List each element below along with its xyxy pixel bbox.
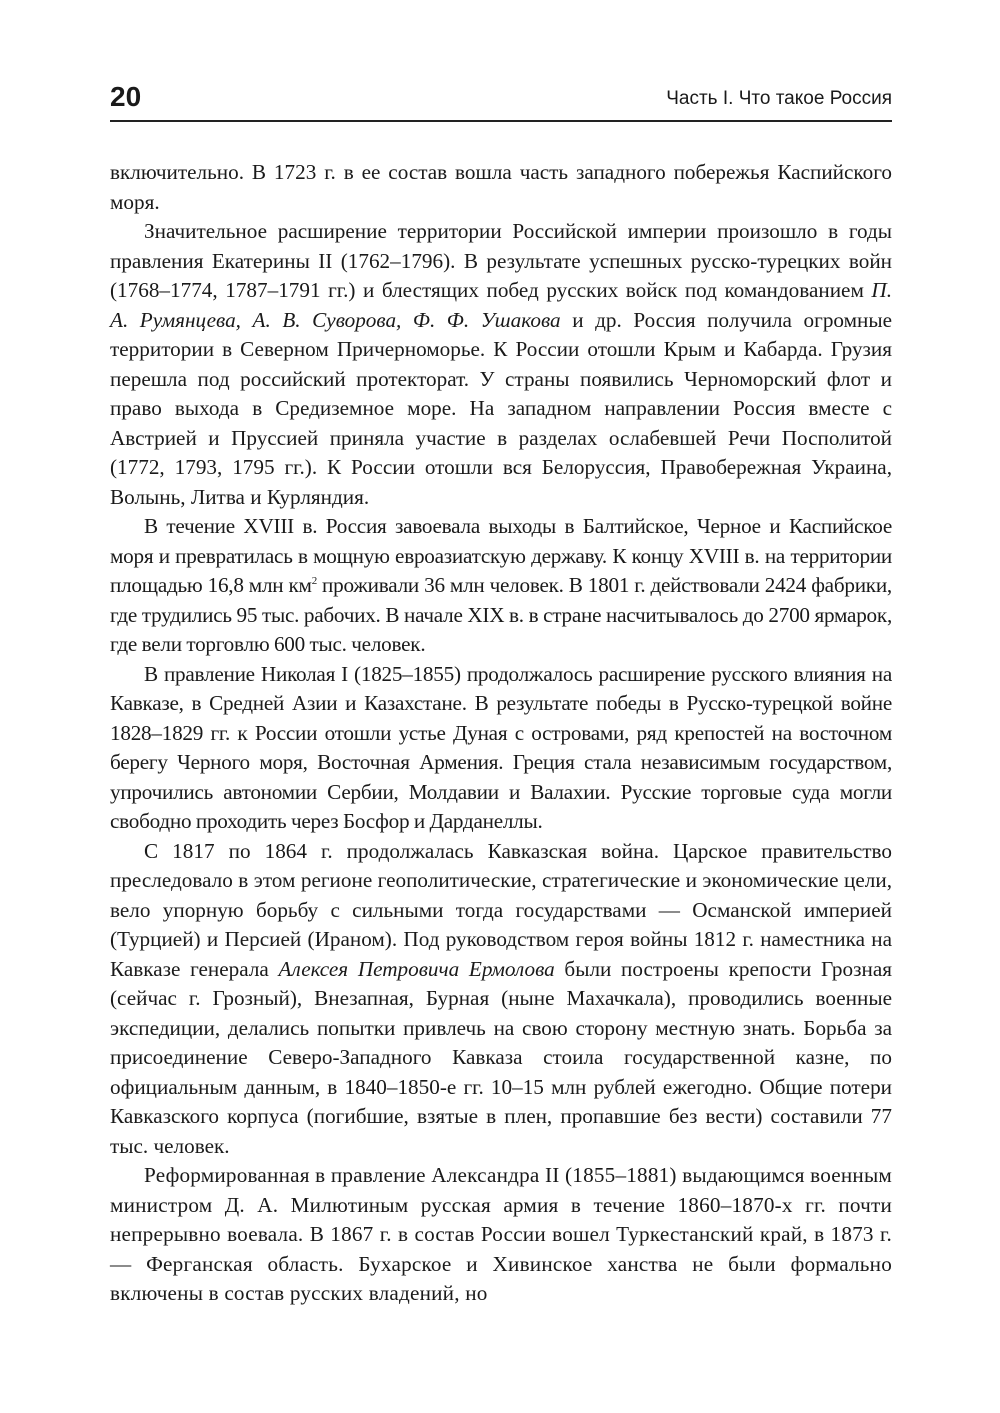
paragraph-6: Реформированная в правление Александра II (1855–1881) выдающимся военным министром Д. А. Милютиным русская армия в течение 1860–1870-х гг. почти непрерывно воевала. В 1867 г. в состав России вошел Туркестанский край, в 1873 г. — Ферганская область. Бухарское и Хивинское ханства не были формально включены в состав русских владений, но (110, 1163, 892, 1305)
paragraph-2 (110, 217, 892, 512)
ermolov-name: Алексея Петровича Ермолова (278, 956, 555, 981)
page-number: 20 (110, 81, 142, 112)
paragraph-1: включительно. В 1723 г. в ее состав вошла часть западного побережья Каспийского моря. (110, 160, 892, 214)
paragraph-4: В правление Николая I (1825–1855) продолжалось расширение русского влияния на Кавказе, в Средней Азии и Казахстане. В результате победы в Русско-турецкой войне 1828–1829 гг. к России отошли устье Дуная с островами, ряд крепостей на восточном берегу Черного моря, Восточная Армения. Греция стала независимым государством, упрочились автономии Сербии, Молдавии и Валахии. Русские торговые суда могли свободно проходить через Босфор и Дарданеллы. (110, 661, 892, 833)
paragraph-5-part-a: С 1817 по 1864 г. продолжалась Кавказская война. Царское правительство преследовало в этом регионе геополитические, стратегические и экономические цели, вело упорную борьбу с сильными тогда государствами — Османской империей (Турцией) и Персией (Ираном). Под руководством героя войны 1812 г. наместника на Кавказе генерала (110, 838, 892, 981)
paragraph-2-part-a: Значительное расширение территории Российской империи произошло в годы правления Екатерины II (1762–1796). В результате успешных русско-турецких войн (1768–1774, 1787–1791 гг.) и блестящих побед русских войск под командованием (110, 219, 892, 302)
paragraph-5-part-c: были построены крепости Грозная (сейчас г. Грозный), Внезапная, Бурная (ныне Махачкала), проводились военные экспедиции, делались попытки привлечь на свою сторону местную знать. Борьба за присоединение Северо-Западного Кавказа стоила государственной казне, по официальным данным, в 1840–1850-е гг. 10–15 млн рублей ежегодно. Общие потери Кавказского корпуса (погибшие, взятые в плен, пропавшие без вести) составили 77 тыс. человек. (110, 956, 892, 1158)
paragraph-2-part-c: и др. Россия получила огромные территории в Северном Причерноморье. К России отошли Крым и Кабарда. Грузия перешла под российский протекторат. У страны появились Черноморский флот и право выхода в Средиземное море. На западном направлении Россия вместе с Австрией и Пруссией приняла участие в разделах ослабевшей Речи Посполитой (1772, 1793, 1795 гг.). К России отошли вся Белоруссия, Правобережная Украина, Волынь, Литва и Курляндия. (110, 307, 892, 509)
paragraph-3-part-a: В течение XVIII в. Россия завоевала выходы в Балтийское, Черное и Каспийское моря и превратилась в мощную евроазиатскую державу. К концу XVIII в. на территории площадью 16,8 млн км (110, 514, 892, 597)
body-text (110, 158, 892, 1309)
paragraph-3-part-b: проживали 36 млн человек. В 1801 г. действовали 2424 фабрики, где трудились 95 тыс. рабочих. В начале XIX в. в стране насчитывалось до 2700 ярмарок, где вели торговлю 600 тыс. человек. (110, 573, 892, 656)
page-header (110, 78, 892, 122)
running-title: Часть I. Что такое Россия (666, 88, 892, 109)
paragraph-3 (110, 512, 892, 660)
paragraph-5 (110, 837, 892, 1162)
superscript-2: 2 (311, 575, 317, 587)
commanders-names: П. А. Румянцева, А. В. Суворова, Ф. Ф. Ушакова (110, 278, 892, 332)
